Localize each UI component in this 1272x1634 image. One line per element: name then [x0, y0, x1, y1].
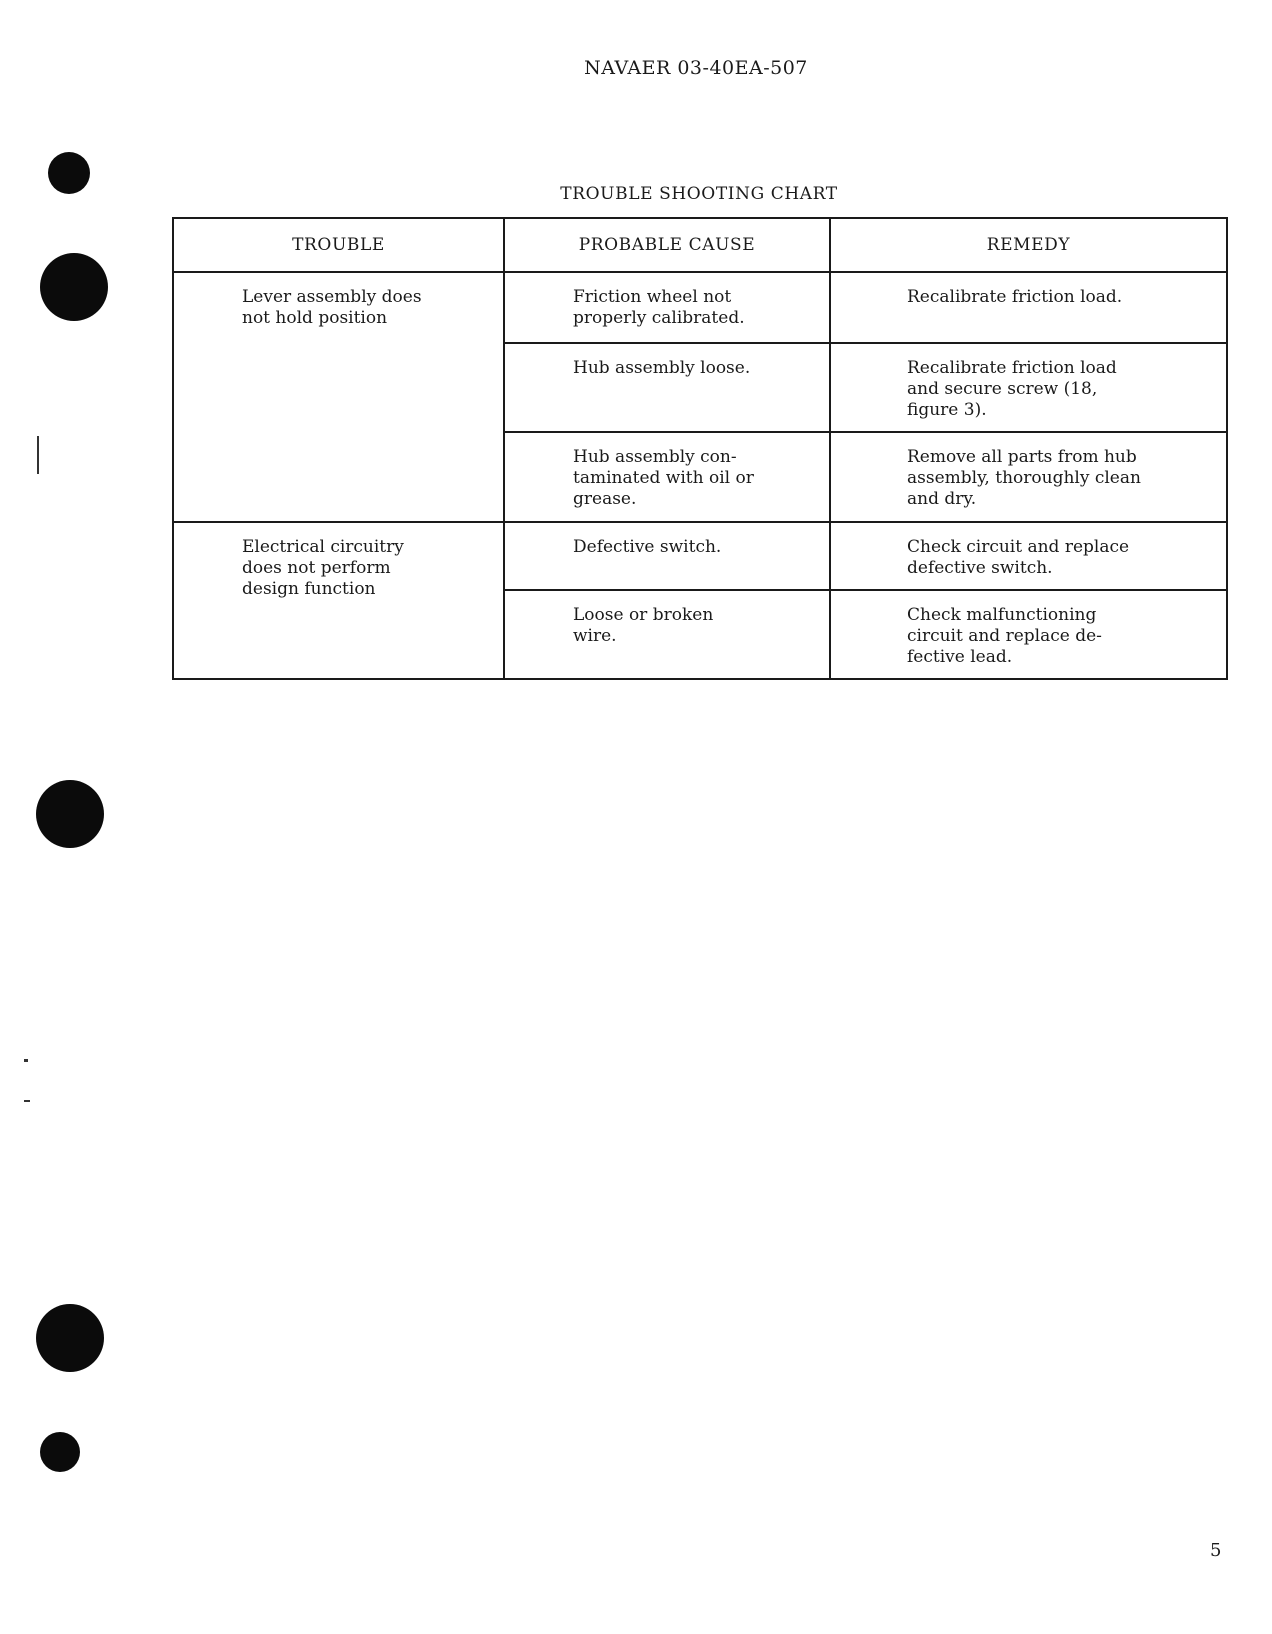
- remedy-cell: [830, 522, 1227, 590]
- cause-cell: [504, 272, 830, 343]
- trouble-text: Lever assembly does not hold position: [242, 287, 422, 328]
- remedy-text: Remove all parts from hub assembly, thoroughly clean and dry.: [907, 447, 1141, 509]
- column-header-trouble: TROUBLE: [173, 218, 504, 272]
- punch-hole: [36, 1304, 104, 1372]
- cause-text: Friction wheel not properly calibrated.: [573, 287, 745, 328]
- cause-text: Hub assembly loose.: [573, 358, 751, 378]
- punch-hole: [40, 1432, 80, 1472]
- column-header-probable-cause: PROBABLE CAUSE: [504, 218, 830, 272]
- table-header-row: [173, 218, 1227, 272]
- remedy-cell: [830, 590, 1227, 679]
- remedy-text: Recalibrate friction load.: [907, 287, 1123, 307]
- cause-cell: [504, 590, 830, 679]
- chart-title: TROUBLE SHOOTING CHART: [560, 184, 838, 204]
- remedy-cell: [830, 432, 1227, 522]
- scan-mark: [24, 1100, 30, 1102]
- trouble-shooting-table: [172, 217, 1228, 680]
- document-number: NAVAER 03-40EA-507: [584, 57, 808, 79]
- punch-hole: [48, 152, 90, 194]
- cause-cell: [504, 432, 830, 522]
- remedy-cell: [830, 272, 1227, 343]
- cause-text: Defective switch.: [573, 537, 722, 557]
- remedy-cell: [830, 343, 1227, 432]
- scan-mark: [24, 1059, 28, 1062]
- cause-text: Loose or broken wire.: [573, 605, 714, 646]
- remedy-text: Recalibrate friction load and secure screw (18, figure 3).: [907, 358, 1117, 420]
- column-header-remedy: REMEDY: [830, 218, 1227, 272]
- table-row: [173, 522, 1227, 590]
- remedy-text: Check circuit and replace defective switch.: [907, 537, 1130, 578]
- trouble-text: Electrical circuitry does not perform design function: [242, 537, 404, 599]
- cause-cell: [504, 522, 830, 590]
- table-row: [173, 272, 1227, 343]
- punch-hole: [36, 780, 104, 848]
- cause-cell: [504, 343, 830, 432]
- remedy-text: Check malfunctioning circuit and replace de- fective lead.: [907, 605, 1102, 667]
- trouble-cell: [173, 522, 504, 679]
- punch-hole: [40, 253, 108, 321]
- cause-text: Hub assembly con- taminated with oil or grease.: [573, 447, 754, 509]
- page-number: 5: [1210, 1540, 1222, 1561]
- scan-mark: [37, 436, 39, 474]
- trouble-cell: [173, 272, 504, 522]
